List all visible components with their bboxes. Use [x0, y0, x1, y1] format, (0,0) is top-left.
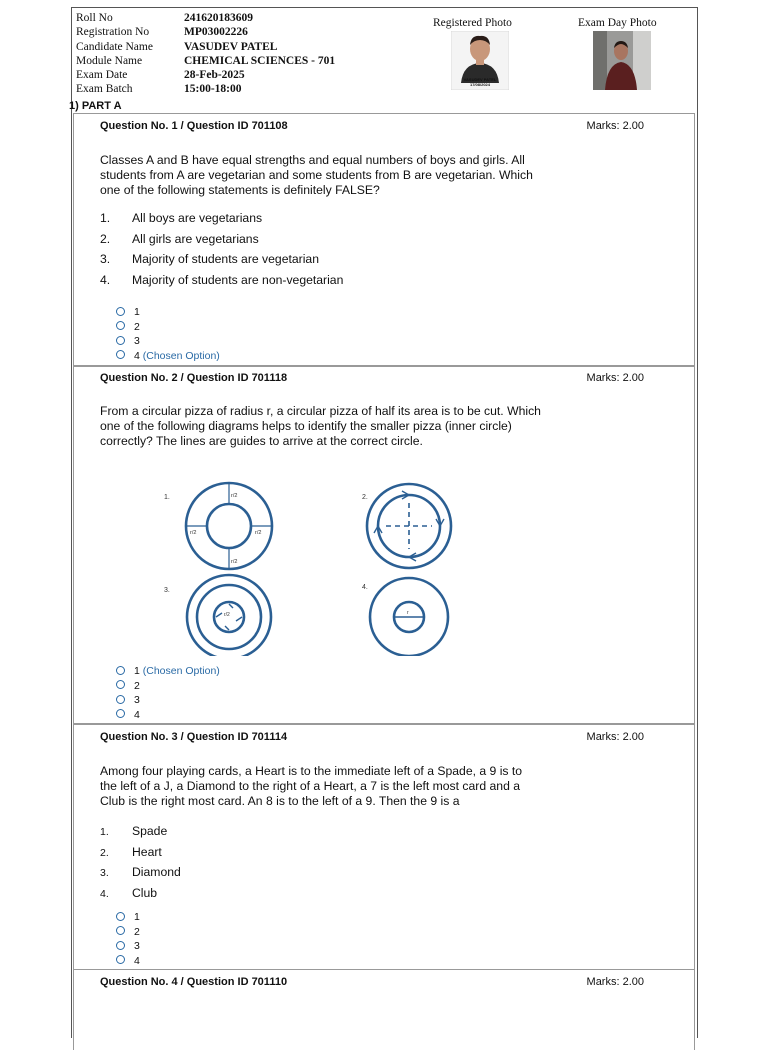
radio-icon[interactable] — [116, 307, 125, 316]
candidate-info-table — [76, 11, 335, 97]
question-text-line: the left of a J, a Diamond to the right of a Heart, a 7 is the left most card and a — [100, 779, 521, 793]
answer-choices — [116, 664, 220, 722]
info-value: 241620183609 — [184, 12, 253, 24]
option-item — [100, 229, 343, 250]
option-item — [100, 249, 343, 270]
option-item — [100, 208, 343, 229]
info-label: Exam Date — [76, 69, 128, 82]
info-row — [76, 54, 335, 68]
answer-choice[interactable] — [116, 939, 140, 954]
info-value: 15:00-18:00 — [184, 83, 242, 96]
question-card — [73, 365, 695, 724]
choice-label: 2 — [134, 320, 140, 333]
answer-choice[interactable] — [116, 708, 220, 723]
question-marks: Marks: 2.00 — [586, 120, 644, 132]
info-label: Exam Batch — [76, 83, 133, 96]
option-number: 4. — [100, 272, 111, 287]
radio-icon[interactable] — [116, 680, 125, 689]
answer-choice[interactable] — [116, 320, 220, 335]
section-title: 1) PART A — [69, 100, 122, 112]
candidate-header — [72, 8, 697, 98]
answer-choice[interactable] — [116, 925, 140, 940]
radio-icon[interactable] — [116, 912, 125, 921]
question-marks: Marks: 2.00 — [586, 731, 644, 743]
radio-icon[interactable] — [116, 666, 125, 675]
option-item — [100, 270, 343, 291]
choice-label: 4 — [134, 708, 140, 721]
question-text — [100, 404, 541, 449]
info-value: 28-Feb-2025 — [184, 69, 245, 82]
radio-icon[interactable] — [116, 350, 125, 359]
answer-choice[interactable] — [116, 910, 140, 925]
answer-choice[interactable] — [116, 664, 220, 679]
option-list — [100, 208, 343, 290]
chosen-indicator: (Chosen Option) — [142, 349, 220, 362]
choice-label: 3 — [134, 694, 140, 706]
option-text: All girls are vegetarians — [132, 231, 259, 246]
option-number: 1. — [100, 211, 111, 225]
choice-label: 3 — [134, 940, 140, 952]
diagram-label-4: 4. — [362, 584, 368, 591]
option-text: Spade — [132, 824, 168, 838]
answer-choice[interactable] — [116, 954, 140, 969]
option-text: Club — [132, 885, 158, 900]
question-text — [100, 153, 533, 198]
option-text: All boys are vegetarians — [132, 211, 263, 225]
info-label: Registration No — [76, 26, 150, 39]
info-row — [76, 25, 335, 39]
question-text-line: one of the following diagrams helps to identify the smaller pizza (inner circle) — [100, 419, 512, 433]
info-label: Candidate Name — [76, 40, 153, 53]
info-value: MP03002226 — [184, 26, 248, 39]
answer-choice[interactable] — [116, 693, 220, 708]
option-list — [100, 821, 181, 903]
option-text: Diamond — [132, 865, 181, 879]
info-row — [76, 82, 335, 96]
exam-day-photo-label: Exam Day Photo — [578, 17, 657, 29]
question-marks: Marks: 2.00 — [586, 372, 644, 384]
radio-icon[interactable] — [116, 709, 125, 718]
choice-label: 1 — [134, 306, 140, 318]
radio-icon[interactable] — [116, 336, 125, 345]
question-heading: Question No. 4 / Question ID 701110 — [100, 976, 288, 988]
choice-label: 3 — [134, 335, 140, 347]
question-marks: Marks: 2.00 — [586, 976, 644, 988]
dim-label: r/2 — [190, 530, 197, 536]
option-number: 4. — [100, 887, 109, 900]
choice-label: 1 — [134, 911, 140, 923]
option-item — [100, 842, 181, 863]
info-label: Module Name — [76, 54, 143, 67]
option-number: 2. — [100, 846, 109, 859]
diagram-label-1: 1. — [164, 494, 170, 501]
question-text-line: From a circular pizza of radius r, a circular pizza of half its area is to be cut. Which — [100, 404, 541, 418]
radio-icon[interactable] — [116, 941, 125, 950]
option-item — [100, 862, 181, 883]
question-card — [73, 969, 695, 1050]
dim-label: r/2 — [231, 493, 238, 499]
registered-photo-label: Registered Photo — [433, 17, 512, 29]
answer-choice[interactable] — [116, 305, 220, 320]
question-heading: Question No. 3 / Question ID 701114 — [100, 731, 288, 743]
info-label: Roll No — [76, 12, 113, 24]
dim-label: r/2 — [224, 612, 230, 618]
choice-label: 4 — [134, 954, 140, 967]
info-row — [76, 68, 335, 82]
answer-choice[interactable] — [116, 334, 220, 349]
answer-choice[interactable] — [116, 349, 220, 364]
choice-label: 2 — [134, 925, 140, 938]
answer-choice[interactable] — [116, 679, 220, 694]
photo-caption — [452, 77, 508, 87]
option-number: 2. — [100, 231, 111, 246]
radio-icon[interactable] — [116, 321, 125, 330]
option-item — [100, 883, 181, 904]
answer-choices — [116, 910, 140, 968]
answer-choices — [116, 305, 220, 363]
question-heading: Question No. 1 / Question ID 701108 — [100, 120, 288, 132]
option-text: Heart — [132, 844, 162, 859]
option-number: 1. — [100, 826, 109, 838]
question-card — [73, 113, 695, 367]
info-value: CHEMICAL SCIENCES - 701 — [184, 54, 336, 67]
option-item — [100, 821, 181, 842]
question-text-line: Club is the right most card. An 8 is to the left of a 9. Then the 9 is a — [100, 794, 460, 808]
choice-label: 2 — [134, 679, 140, 692]
question-text — [100, 764, 522, 809]
diagram-label-3: 3. — [164, 587, 170, 594]
option-text: Majority of students are vegetarian — [132, 252, 319, 266]
info-row — [76, 11, 335, 25]
photo-caption-date: 17/08/2024 — [469, 82, 491, 87]
pizza-diagrams — [154, 481, 474, 656]
option-number: 3. — [100, 867, 109, 879]
question-text-line: students from A are vegetarian and some students from B are vegetarian. Which — [100, 168, 533, 182]
dim-label: r/2 — [231, 559, 238, 565]
question-card — [73, 724, 695, 970]
option-number: 3. — [100, 252, 111, 266]
info-row — [76, 40, 335, 54]
question-text-line: one of the following statements is definitely FALSE? — [100, 183, 380, 197]
answer-sheet — [71, 7, 698, 1038]
chosen-indicator: (Chosen Option) — [142, 665, 220, 677]
photo-caption-name: VASUDEV PATEL — [463, 77, 497, 82]
question-text-line: Among four playing cards, a Heart is to the immediate left of a Spade, a 9 is to — [100, 764, 523, 778]
exam-day-photo — [593, 31, 651, 90]
info-value: VASUDEV PATEL — [184, 40, 278, 53]
dim-label: r/2 — [255, 530, 262, 536]
question-heading: Question No. 2 / Question ID 701118 — [100, 372, 288, 384]
dim-label: r — [407, 610, 409, 616]
radio-icon[interactable] — [116, 695, 125, 704]
option-text: Majority of students are non-vegetarian — [132, 272, 344, 287]
choice-label: 1 — [134, 665, 140, 677]
inner-circle — [207, 504, 251, 548]
diagram-label-2: 2. — [362, 494, 368, 501]
question-text-line: correctly? The lines are guides to arrive at the correct circle. — [100, 434, 423, 448]
choice-label: 4 — [134, 349, 140, 362]
question-text-line: Classes A and B have equal strengths and equal numbers of boys and girls. All — [100, 153, 525, 167]
radio-icon[interactable] — [116, 926, 125, 935]
radio-icon[interactable] — [116, 955, 125, 964]
